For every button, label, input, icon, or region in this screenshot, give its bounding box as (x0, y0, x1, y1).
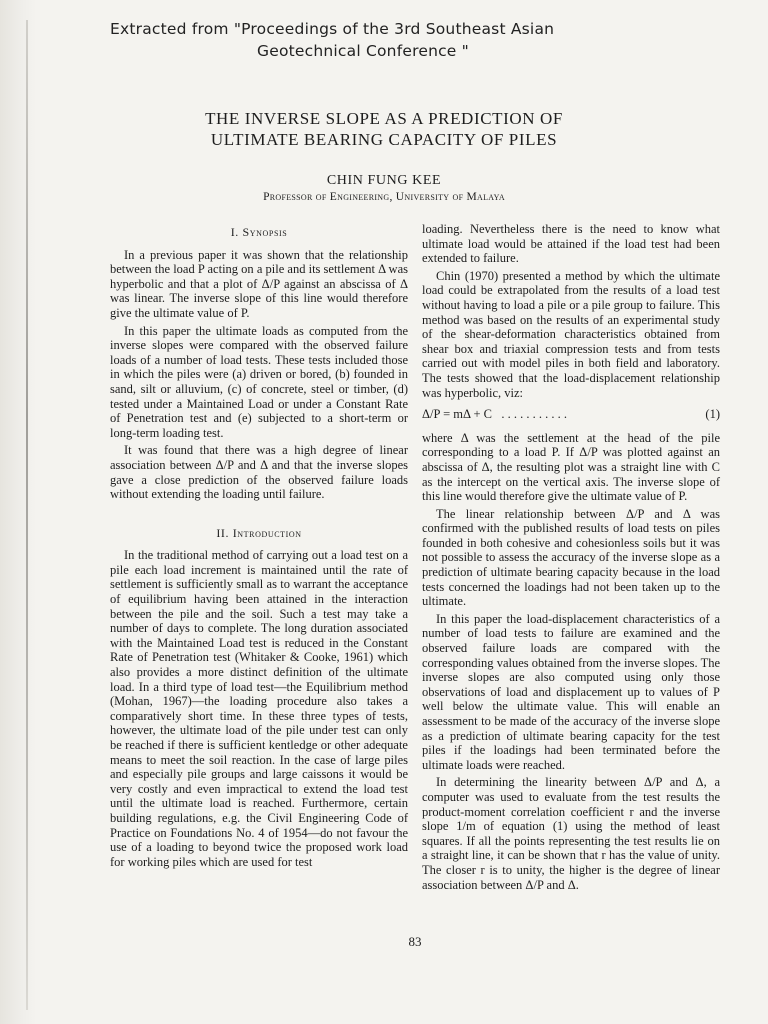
page-number: 83 (408, 934, 422, 949)
paper-title-line-2: ULTIMATE BEARING CAPACITY OF PILES (210, 130, 558, 149)
handwritten-source-note (110, 18, 670, 62)
binding-shadow (26, 20, 28, 1010)
paper-title-line-1: THE INVERSE SLOPE AS A PREDICTION OF (205, 109, 563, 128)
equation-formula: Δ/P = mΔ + C (422, 407, 493, 422)
body-paragraph: The linear relationship between Δ/P and Δ was confirmed with the published results of load tests on piles founded in both cohesive and cohesionless soils but it was not possible to assess the accuracy of the inverse slope as a prediction of ultimate bearing capacity because in the load tests concerned the loadings had not been taken up to the ultimate. (422, 506, 720, 609)
introduction-heading: II. Introduction (216, 525, 302, 540)
equation-leader-dots: . . . . . . . . . . . (501, 407, 568, 422)
synopsis-heading: I. Synopsis (230, 225, 288, 239)
equation-1 (422, 407, 720, 422)
introduction-paragraph: In the traditional method of carrying out a load test on a pile each load increment is maintained until the rate of settlement is sufficiently small as to warrant the acceptance of equilibrium having been attained in the interaction between the pile and the soil. Such a test may take a number of days to complete. The long duration associated with the Maintained Load test is reduced in the Constant Rate of Penetration test (Whitaker & Cooke, 1961) which also provides a more distinct definition of the ultimate load. In a third type of load test—the Equilibrium method (Mohan, 1967)—the loading procedure also takes a comparatively short time. In these three types of tests, however, the ultimate load of the pile under test can only be reached if there is sufficient kentledge or other adequate means to meet the soil reaction. In the case of large piles and especially pile groups and large caissons it would be very costly and even impractical to extend the load test until the ultimate load is reached. Furthermore, certain building regulations, e.g. the Civil Engineering Code of Practice on Foundations No. 4 of 1954—do not favour the use of a loading to beyond twice the proposed work load for working piles which are used for test (110, 548, 408, 869)
synopsis-paragraph: In a previous paper it was shown that the relationship between the load P acting on a pile and its settlement Δ was hyperbolic and that a plot of Δ/P against an abscissa of Δ was linear. The inverse slope of this line would therefore give the ultimate value of P. (110, 247, 408, 320)
author-name: CHIN FUNG KEE (326, 173, 442, 188)
synopsis-paragraph: It was found that there was a high degree of linear association between Δ/P and Δ and that the inverse slopes gave a close prediction of the observed failure loads without extending the loading until failure. (110, 443, 408, 502)
page-binding-edge (0, 0, 36, 1024)
handwritten-note-line-2: Geotechnical Conference " (257, 42, 470, 60)
equation-number: (1) (705, 407, 720, 422)
paper-title (110, 108, 658, 150)
body-paragraph: In this paper the load-displacement characteristics of a number of load tests to failure are examined and the observed failure loads are compared with the corresponding values obtained from the inverse slopes. The inverse slopes are also computed using only those observations of load and displacement up to values of P well below the ultimate value. This will enable an assessment to be made of the accuracy of the inverse slope as a prediction of ultimate bearing capacity for the test piles if the loadings had been terminated before the ultimate loads were reached. (422, 611, 720, 772)
equation-expression (422, 407, 567, 422)
left-column (110, 222, 408, 872)
body-paragraph: where Δ was the settlement at the head of the pile corresponding to a load P. If Δ/P was plotted against an abscissa of Δ, the resulting plot was a straight line with C as the intercept on the vertical axis. The inverse slope of this line would therefore give the ultimate value of P. (422, 430, 720, 504)
synopsis-paragraph: In this paper the ultimate loads as computed from the inverse slopes were compared with the observed failure loads of a number of load tests. These tests included those in which the piles were (a) driven or bored, (b) founded in sand, silt or alluvium, (c) of concrete, steel or timber, (d) tested under a Maintained Load or under a Constant Rate of Penetration test and (e) subjected to a short-term or long-term loading test. (110, 323, 408, 440)
right-column (422, 222, 720, 895)
body-paragraph: In determining the linearity between Δ/P and Δ, a computer was used to evaluate from the test results the product-moment correlation coefficient r and the inverse slope 1/m of equation (1) using the method of least squares. If all the points representing the test results lie on a straight line, it can be shown that r has the value of unity. The closer r is to unity, the higher is the degree of linear association between Δ/P and Δ. (422, 775, 720, 892)
handwritten-note-line-1: Extracted from "Proceedings of the 3rd Southeast Asian (110, 20, 555, 38)
author-affiliation: Professor of Engineering, University of Malaya (263, 191, 505, 203)
introduction-paragraph: Chin (1970) presented a method by which the ultimate load could be extrapolated from the results of a load test without having to load a pile or a pile group to failure. This method was based on the results of an experimental study of the shear-deformation characteristics obtained from shear box and triaxial compression tests and from tests carried out with model piles in both field and laboratory. The tests showed that the load-displacement relationship was hyperbolic, viz: (422, 268, 720, 400)
continued-paragraph: loading. Nevertheless there is the need to know what ultimate load would be attained if the load test had been extended to failure. (422, 222, 720, 266)
